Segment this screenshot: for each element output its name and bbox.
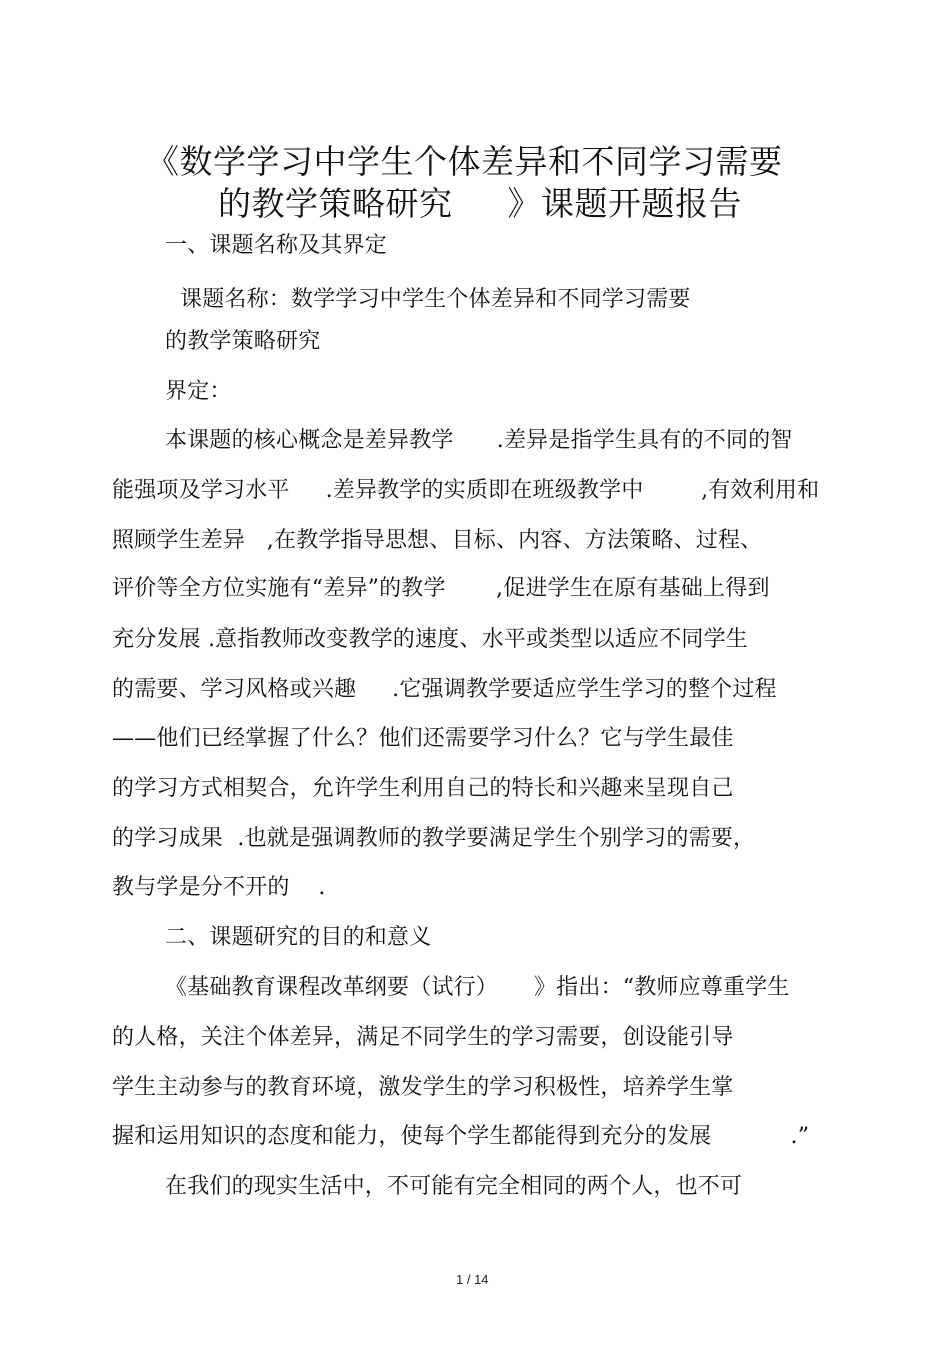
paragraph-line: 的人格，关注个体差异，满足不同学生的学习需要，创设能引导 bbox=[112, 1025, 734, 1050]
definition-label: 界定： bbox=[165, 379, 232, 404]
paragraph-line: 在我们的现实生活中，不可能有完全相同的两个人，也不可 bbox=[165, 1174, 743, 1199]
topic-name-line: 课题名称：数学学习中学生个体差异和不同学习需要 bbox=[180, 287, 691, 312]
paragraph-line: 握和运用知识的态度和能力，使每个学生都能得到充分的发展 .” bbox=[112, 1124, 810, 1149]
paragraph-line: 充分发展 .意指教师改变教学的速度、水平或类型以适应不同学生 bbox=[112, 627, 748, 652]
paragraph-line: 本课题的核心概念是差异教学 .差异是指学生具有的不同的智 bbox=[165, 428, 793, 453]
paragraph-line: 的需要、学习风格或兴趣 .它强调教学要适应学生学习的整个过程 bbox=[112, 677, 777, 702]
section-heading-2: 二、课题研究的目的和意义 bbox=[165, 925, 432, 950]
paragraph-line: 教与学是分不开的 . bbox=[112, 875, 326, 900]
paragraph-line: 评价等全方位实施有“差异”的教学 ,促进学生在原有基础上得到 bbox=[112, 576, 770, 601]
paragraph-line: 《基础教育课程改革纲要（试行） 》指出：“教师应尊重学生 bbox=[165, 975, 790, 1000]
paragraph-line: 能强项及学习水平 .差异教学的实质即在班级教学中 ,有效利用和 bbox=[112, 478, 820, 503]
page-number: 1 / 14 bbox=[456, 1272, 489, 1287]
paragraph-line: ——他们已经掌握了什么？他们还需要学习什么？它与学生最佳 bbox=[112, 726, 734, 751]
section-heading-1: 一、课题名称及其界定 bbox=[165, 233, 388, 258]
paragraph-line: 学生主动参与的教育环境，激发学生的学习积极性，培养学生掌 bbox=[112, 1075, 734, 1100]
topic-name-continuation: 的教学策略研究 bbox=[165, 329, 321, 354]
paragraph-line: 照顾学生差异 ,在教学指导思想、目标、内容、方法策略、过程、 bbox=[112, 528, 763, 553]
document-title-line-2: 的教学策略研究 》课题开题报告 bbox=[218, 184, 742, 223]
paragraph-line: 的学习方式相契合，允许学生利用自己的特长和兴趣来呈现自己 bbox=[112, 776, 734, 801]
paragraph-line: 的学习成果 .也就是强调教师的教学要满足学生个别学习的需要， bbox=[112, 826, 756, 851]
document-title-line-1: 《数学学习中学生个体差异和不同学习需要 bbox=[146, 142, 783, 181]
